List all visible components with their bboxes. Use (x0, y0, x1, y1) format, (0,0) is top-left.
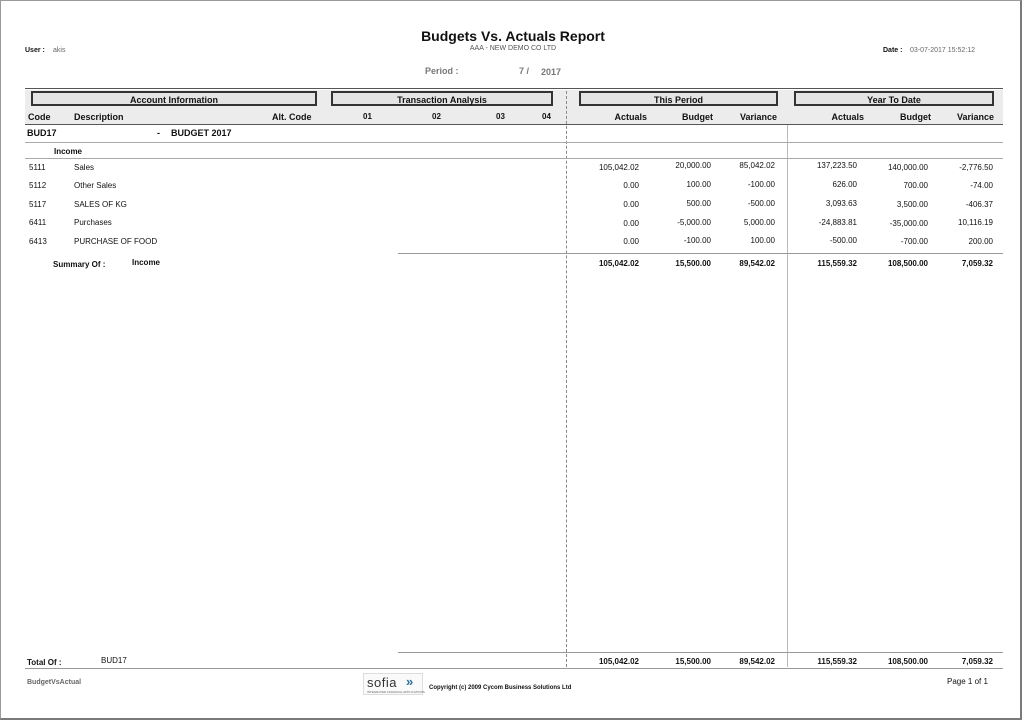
col-tp-budget: Budget (682, 112, 713, 122)
col-alt-code: Alt. Code (272, 112, 312, 122)
total-name: BUD17 (101, 656, 127, 665)
col-ytd-variance: Variance (956, 112, 994, 122)
total-label: Total Of : (27, 658, 62, 667)
section-rule (25, 158, 1003, 159)
total-ytd-actuals: 115,559.32 (817, 657, 857, 666)
summary-label: Summary Of : (53, 260, 106, 269)
col-ytd-budget: Budget (900, 112, 931, 122)
budget-rule (25, 142, 1003, 143)
budget-code: BUD17 (27, 128, 57, 138)
row-tp-actuals: 0.00 (623, 181, 639, 190)
row-ytd-actuals: 3,093.63 (825, 199, 857, 208)
total-tp-budget: 15,500.00 (675, 657, 711, 666)
company-name: AAA - NEW DEMO CO LTD (469, 45, 557, 52)
logo-subtitle: INTEGRATED FINANCIAL APPLICATIONS (367, 690, 425, 694)
row-ytd-budget: -700.00 (900, 237, 928, 246)
row-ytd-budget: -35,000.00 (889, 219, 928, 228)
total-ytd-variance: 7,059.32 (961, 657, 993, 666)
user-value: akis (53, 47, 66, 54)
row-tp-variance: -500.00 (747, 199, 775, 208)
period-month: 7 / (519, 66, 530, 76)
row-tp-actuals: 0.00 (623, 237, 639, 246)
divider-transaction-period (566, 91, 567, 667)
row-ytd-variance: -74.00 (970, 181, 993, 190)
row-code: 5112 (29, 181, 47, 190)
budget-name: BUDGET 2017 (171, 128, 232, 138)
section-label: Income (54, 147, 83, 156)
header-bottom-rule (25, 124, 1003, 125)
logo-text: sofia (367, 675, 397, 690)
row-code: 5117 (29, 200, 47, 209)
logo-arrow-icon: » (406, 674, 414, 689)
row-ytd-variance: 10,116.19 (958, 218, 993, 227)
row-description: Purchases (74, 218, 112, 227)
header-top-rule (25, 88, 1003, 89)
row-ytd-budget: 140,000.00 (887, 163, 928, 172)
total-tp-actuals: 105,042.02 (598, 657, 639, 666)
summary-ytd-variance: 7,059.32 (961, 259, 993, 268)
group-this-period: This Period (579, 91, 778, 106)
row-code: 5111 (29, 163, 46, 172)
page-number: Page 1 of 1 (947, 677, 988, 686)
sofia-logo (363, 673, 423, 695)
row-tp-variance: -100.00 (747, 180, 775, 189)
row-ytd-variance: -406.37 (965, 200, 993, 209)
row-code: 6411 (29, 218, 47, 227)
summary-name: Income (132, 258, 161, 267)
budget-dash: - (157, 128, 160, 138)
row-description: SALES OF KG (74, 200, 127, 209)
row-ytd-budget: 700.00 (903, 181, 928, 190)
col-tp-variance: Variance (739, 112, 777, 122)
total-bottom-rule (25, 668, 1003, 669)
report-title: Budgets Vs. Actuals Report (421, 28, 605, 44)
col-trans-01: 01 (363, 112, 372, 121)
row-description: Sales (74, 163, 95, 172)
row-ytd-variance: 200.00 (968, 237, 993, 246)
col-code: Code (28, 112, 51, 122)
summary-rule (398, 253, 1003, 254)
total-top-rule (398, 652, 1003, 653)
row-tp-budget: 20,000.00 (675, 161, 711, 170)
report-id: BudgetVsActual (27, 679, 82, 686)
row-tp-budget: 500.00 (686, 199, 711, 208)
row-tp-variance: 100.00 (750, 236, 775, 245)
summary-ytd-budget: 108,500.00 (887, 259, 928, 268)
row-tp-variance: 85,042.02 (739, 161, 775, 170)
date-label: Date : (883, 47, 903, 54)
group-year-to-date: Year To Date (794, 91, 994, 106)
period-year: 2017 (541, 67, 562, 77)
row-ytd-budget: 3,500.00 (896, 200, 928, 209)
row-ytd-actuals: 626.00 (832, 180, 857, 189)
user-label: User : (25, 47, 45, 54)
row-tp-actuals: 0.00 (623, 200, 639, 209)
divider-period-ytd (787, 125, 788, 667)
col-ytd-actuals: Actuals (831, 112, 864, 122)
summary-tp-budget: 15,500.00 (675, 259, 711, 268)
group-transaction-analysis: Transaction Analysis (331, 91, 553, 106)
date-value: 03-07-2017 15:52:12 (910, 47, 975, 54)
total-tp-variance: 89,542.02 (739, 657, 775, 666)
summary-tp-variance: 89,542.02 (739, 259, 775, 268)
row-ytd-variance: -2,776.50 (959, 163, 993, 172)
col-description: Description (74, 112, 124, 122)
row-tp-actuals: 105,042.02 (598, 163, 639, 172)
total-ytd-budget: 108,500.00 (887, 657, 928, 666)
col-trans-03: 03 (496, 112, 505, 121)
group-account-information: Account Information (31, 91, 317, 106)
row-ytd-actuals: -500.00 (829, 236, 857, 245)
row-ytd-actuals: 137,223.50 (816, 161, 857, 170)
row-description: PURCHASE OF FOOD (74, 237, 158, 246)
row-tp-budget: -5,000.00 (677, 218, 711, 227)
row-description: Other Sales (74, 181, 117, 190)
summary-ytd-actuals: 115,559.32 (817, 259, 857, 268)
row-tp-actuals: 0.00 (623, 219, 639, 228)
col-trans-02: 02 (432, 112, 441, 121)
row-tp-variance: 5,000.00 (743, 218, 775, 227)
row-code: 6413 (29, 237, 47, 246)
row-tp-budget: 100.00 (686, 180, 711, 189)
copyright: Copyright (c) 2009 Cycom Business Solutions Ltd (429, 685, 572, 691)
col-tp-actuals: Actuals (614, 112, 647, 122)
col-trans-04: 04 (542, 112, 551, 121)
period-label: Period : (425, 66, 459, 76)
row-ytd-actuals: -24,883.81 (818, 218, 857, 227)
row-tp-budget: -100.00 (683, 236, 711, 245)
summary-tp-actuals: 105,042.02 (598, 259, 639, 268)
